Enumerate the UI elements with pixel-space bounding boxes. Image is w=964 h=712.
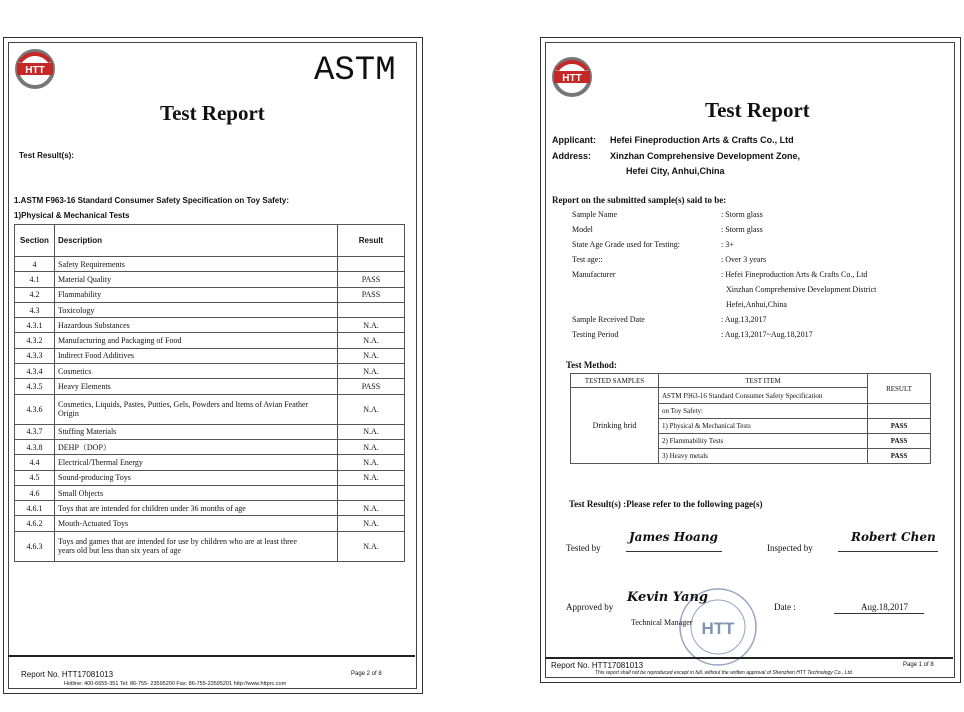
- info-label: Sample Received Date: [572, 315, 645, 324]
- row-section: 4.3.1: [15, 318, 55, 333]
- inspected-signature-line: [838, 551, 938, 552]
- table-row: [15, 485, 405, 500]
- inspected-by-label: Inspected by: [767, 543, 813, 553]
- results-note: Test Result(s) :Please refer to the following page(s): [569, 499, 763, 509]
- info-row: [572, 225, 942, 240]
- row-description-line: Sound-producing Toys: [58, 473, 131, 483]
- address-line-2: Hefei City, Anhui,China: [626, 166, 725, 176]
- htt-logo-icon: [14, 48, 56, 90]
- logo-text: HTT: [25, 65, 45, 76]
- col-result: RESULT: [868, 374, 931, 404]
- row-description-line: Manufacturing and Packaging of Food: [58, 336, 182, 346]
- address-line-1: Xinzhan Comprehensive Development Zone,: [610, 151, 801, 161]
- row-section: 4.3: [15, 302, 55, 317]
- sub-heading: 1)Physical & Mechanical Tests: [14, 211, 130, 220]
- page-title: Test Report: [705, 98, 810, 122]
- row-result: N.A.: [338, 364, 405, 379]
- row-result: PASS: [338, 287, 405, 302]
- table-row: [15, 348, 405, 363]
- info-label: Testing Period: [572, 330, 619, 339]
- info-label: State Age Grade used for Testing:: [572, 240, 680, 249]
- info-value: : Aug.13,2017~Aug.18,2017: [721, 330, 813, 339]
- info-row: [572, 255, 942, 270]
- row-description-line: Toys that are intended for children under 36 months of age: [58, 503, 246, 513]
- standard-title: ASTM: [314, 52, 396, 90]
- col-test-item: TEST ITEM: [659, 374, 868, 388]
- sample-info-list: [572, 210, 942, 345]
- approver-title: Technical Manager: [631, 618, 693, 627]
- row-result: PASS: [338, 272, 405, 287]
- row-section: 4.5: [15, 470, 55, 485]
- row-description: [55, 257, 338, 272]
- applicant-value: Hefei Fineproduction Arts & Crafts Co., Ltd: [610, 135, 794, 145]
- row-description: [55, 394, 338, 424]
- row-description-line: Small Objects: [58, 488, 104, 498]
- row-result: N.A.: [338, 318, 405, 333]
- row-description-line: Toxicology: [58, 305, 95, 315]
- row-description-line: Toys and games that are intended for use by children who are at least three: [58, 537, 297, 547]
- row-description: [55, 318, 338, 333]
- footer-rule: [8, 655, 415, 657]
- applicant-label: Applicant:: [552, 135, 596, 145]
- row-result: N.A.: [338, 394, 405, 424]
- footer-report-no: Report No. HTT17081013: [551, 661, 644, 670]
- header-section: Section: [15, 225, 55, 257]
- header-description: Description: [55, 225, 338, 257]
- info-value: : Storm glass: [721, 210, 763, 219]
- row-description-line: DEHP（DOP）: [58, 442, 111, 452]
- row-section: 4.6: [15, 485, 55, 500]
- row-description: [55, 470, 338, 485]
- info-label: Manufacturer: [572, 270, 616, 279]
- footer-page-number: Page 1 of 8: [903, 662, 934, 668]
- info-value: : Hefei Fineproduction Arts & Crafts Co., Ltd: [721, 270, 868, 279]
- row-description-line: Cosmetics: [58, 366, 92, 376]
- row-result: N.A.: [338, 455, 405, 470]
- row-description-line: Electrical/Thermal Energy: [58, 457, 143, 467]
- row-result: N.A.: [338, 501, 405, 516]
- tested-signature: James Hoang: [629, 530, 718, 544]
- left-report-page: [3, 37, 423, 694]
- row-section: 4.1: [15, 272, 55, 287]
- table-row: [15, 364, 405, 379]
- test-item: 1) Physical & Mechanical Tests: [659, 419, 868, 434]
- results-table-body: [15, 257, 405, 562]
- row-section: 4: [15, 257, 55, 272]
- row-section: 4.3.8: [15, 439, 55, 454]
- row-description: [55, 379, 338, 394]
- info-value: : 3+: [721, 240, 734, 249]
- row-description: [55, 333, 338, 348]
- row-description: [55, 455, 338, 470]
- info-value: Xinzhan Comprehensive Development District: [726, 285, 877, 294]
- info-row: [572, 240, 942, 255]
- footer-rule: [545, 657, 953, 659]
- spec-line-2: on Toy Safety:: [659, 404, 868, 419]
- table-row: [15, 379, 405, 394]
- row-description-line: Indirect Food Additives: [58, 351, 134, 361]
- row-description-line: Flammability: [58, 290, 102, 300]
- table-row: [15, 318, 405, 333]
- row-description: [55, 287, 338, 302]
- row-section: 4.3.2: [15, 333, 55, 348]
- table-row: [15, 333, 405, 348]
- approved-signature: Kevin Yang: [627, 590, 708, 605]
- row-description-line: Hazardous Substances: [58, 320, 130, 330]
- row-description: [55, 501, 338, 516]
- row-description: [55, 424, 338, 439]
- table-row: [15, 302, 405, 317]
- test-method-heading: Test Method:: [566, 360, 617, 370]
- table-row: [15, 272, 405, 287]
- row-description-line: Mouth-Actuated Toys: [58, 519, 129, 529]
- info-value: : Over 3 years: [721, 255, 767, 264]
- info-label: Sample Name: [572, 210, 618, 219]
- row-section: 4.6.2: [15, 516, 55, 531]
- row-description-line: Safety Requirements: [58, 259, 125, 269]
- table-row: [15, 257, 405, 272]
- info-value: : Aug.13,2017: [721, 315, 767, 324]
- results-table: [14, 224, 405, 562]
- test-method-table: [570, 373, 931, 464]
- address-label: Address:: [552, 151, 592, 161]
- htt-logo-icon: [551, 56, 593, 98]
- row-result: [338, 257, 405, 272]
- row-section: 4.3.5: [15, 379, 55, 394]
- row-result: N.A.: [338, 333, 405, 348]
- info-row: [572, 285, 942, 300]
- row-description-line: Cosmetics, Liquids, Pastes, Putties, Gels, Powders and Items of Avian Feather: [58, 400, 309, 410]
- row-section: 4.2: [15, 287, 55, 302]
- logo-text: HTT: [562, 73, 582, 84]
- row-description: [55, 348, 338, 363]
- row-section: 4.3.6: [15, 394, 55, 424]
- table-row: [15, 531, 405, 561]
- row-description: [55, 364, 338, 379]
- test-result: PASS: [868, 419, 931, 434]
- info-row: [572, 315, 942, 330]
- company-stamp-icon: [677, 586, 759, 668]
- row-section: 4.3.4: [15, 364, 55, 379]
- row-result: N.A.: [338, 470, 405, 485]
- report-on-heading: Report on the submitted sample(s) said to be:: [552, 195, 727, 205]
- table-row: [15, 516, 405, 531]
- row-description-line: years old but less than six years of age: [58, 546, 182, 556]
- row-description: [55, 516, 338, 531]
- results-label: Test Result(s):: [19, 151, 74, 160]
- info-row: [572, 270, 942, 285]
- stamp-text: HTT: [701, 619, 735, 638]
- row-section: 4.4: [15, 455, 55, 470]
- row-description: [55, 272, 338, 287]
- footer-report-no: Report No. HTT17081013: [21, 670, 114, 679]
- result-blank: [868, 404, 931, 419]
- row-description: [55, 531, 338, 561]
- row-section: 4.3.7: [15, 424, 55, 439]
- spec-line-1: ASTM F963-16 Standard Consumer Safety Specification: [659, 388, 868, 404]
- row-result: N.A.: [338, 348, 405, 363]
- row-result: [338, 485, 405, 500]
- tested-signature-line: [626, 551, 722, 552]
- test-result: PASS: [868, 434, 931, 449]
- info-value: : Storm glass: [721, 225, 763, 234]
- row-result: N.A.: [338, 516, 405, 531]
- table-row: [15, 424, 405, 439]
- row-result: N.A.: [338, 439, 405, 454]
- tested-sample-name: Drinking brid: [571, 388, 659, 464]
- date-value: Aug.18,2017: [861, 602, 908, 612]
- info-row: [572, 300, 942, 315]
- row-result: N.A.: [338, 531, 405, 561]
- table-row: [15, 455, 405, 470]
- row-description-line: Origin: [58, 409, 79, 419]
- test-result: PASS: [868, 449, 931, 464]
- test-item: 3) Heavy metals: [659, 449, 868, 464]
- info-row: [572, 330, 942, 345]
- row-section: 4.6.3: [15, 531, 55, 561]
- right-report-page: [540, 37, 961, 683]
- row-section: 4.3.3: [15, 348, 55, 363]
- row-section: 4.6.1: [15, 501, 55, 516]
- row-description-line: Stuffing Materials: [58, 427, 117, 437]
- row-description-line: Heavy Elements: [58, 382, 111, 392]
- info-row: [572, 210, 942, 225]
- inspected-signature: Robert Chen: [851, 530, 936, 544]
- footer-notice: This report shall not be reproduced except in full, without the written approval of Shenzhen HTT Technology Co., Ltd.: [595, 670, 854, 676]
- footer-contacts: Hotline: 400-6655-351 Tel: 86-755- 23595200 Fax: 86-755-23595201 http://www.httprc.com: [64, 681, 287, 687]
- date-label: Date :: [774, 602, 796, 612]
- row-description: [55, 302, 338, 317]
- spec-heading: 1.ASTM F963-16 Standard Consumer Safety Specification on Toy Safety:: [14, 196, 290, 205]
- date-line: [834, 613, 924, 614]
- col-tested-samples: TESTED SAMPLES: [571, 374, 659, 388]
- row-description: [55, 439, 338, 454]
- footer-page-number: Page 2 of 8: [351, 671, 382, 677]
- table-row: [15, 439, 405, 454]
- row-description: [55, 485, 338, 500]
- info-label: Model: [572, 225, 593, 234]
- row-result: [338, 302, 405, 317]
- row-result: PASS: [338, 379, 405, 394]
- table-row: [15, 501, 405, 516]
- row-description-line: Material Quality: [58, 274, 112, 284]
- test-item: 2) Flammability Tests: [659, 434, 868, 449]
- info-value: Hefei,Anhui,China: [726, 300, 787, 309]
- table-row: [15, 394, 405, 424]
- table-row: [15, 470, 405, 485]
- approved-by-label: Approved by: [566, 602, 614, 612]
- tested-by-label: Tested by: [566, 543, 601, 553]
- page-title: Test Report: [160, 101, 265, 125]
- table-row: [15, 287, 405, 302]
- row-result: N.A.: [338, 424, 405, 439]
- info-label: Test age::: [572, 255, 603, 264]
- header-result: Result: [338, 225, 405, 257]
